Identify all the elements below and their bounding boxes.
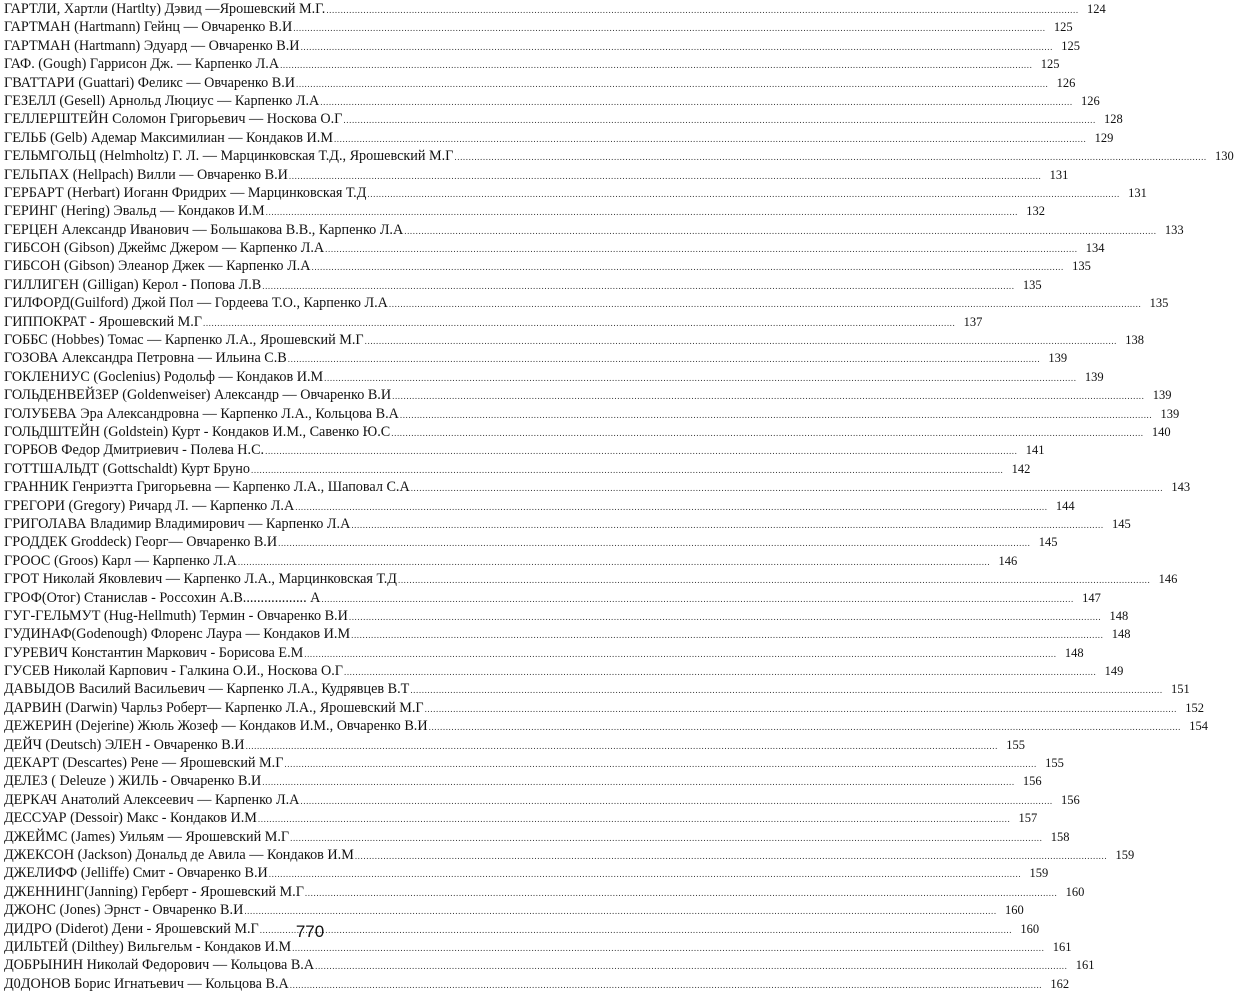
toc-entry-title: ГИППОКРАТ - Ярошевский М.Г xyxy=(4,313,202,330)
dot-leader xyxy=(429,718,1181,736)
toc-entry-page: 152 xyxy=(1185,700,1204,715)
toc-entry-page: 138 xyxy=(1125,333,1145,348)
dot-leader xyxy=(296,75,1048,93)
toc-entry-title: ДОБРЫНИН Николай Федорович — Кольцова В.А xyxy=(4,957,315,974)
toc-entry-title: ГРОДДЕК Groddeck) Георг— Овчаренко В.И xyxy=(4,534,278,551)
toc-entry-page: 158 xyxy=(1050,829,1070,844)
dot-leader xyxy=(305,884,1057,902)
toc-entry xyxy=(4,791,1080,809)
dot-leader xyxy=(398,571,1150,589)
toc-entry-page: 131 xyxy=(1049,167,1069,182)
dot-leader xyxy=(324,369,1076,387)
toc-entry-page: 155 xyxy=(1045,756,1064,771)
toc-entry-page: 161 xyxy=(1075,958,1095,973)
toc-entry xyxy=(4,607,1129,625)
toc-entry-title: ГЕРБАРТ (Herbart) Иоганн Фридрих — Марцинковская Т.Д xyxy=(4,184,367,201)
toc-entry-title: ГОРБОВ Федор Дмитриевич - Полева Н.С. xyxy=(4,442,265,459)
toc-entry-title: ГЕЛЛЕРШТЕЙН Соломон Григорьевич — Носкова О.Г xyxy=(4,111,343,128)
toc-entry-title: ДЕССУАР (Dessoir) Макс - Кондаков И.М xyxy=(4,810,257,827)
toc-entry xyxy=(4,110,1123,128)
toc-entry-page: 154 xyxy=(1189,719,1208,734)
toc-entry-title: ДЖЕЛИФФ (Jelliffe) Смит - Овчаренко В.И xyxy=(4,865,268,882)
toc-entry xyxy=(4,478,1191,496)
toc-entry-page: 133 xyxy=(1164,222,1184,237)
toc-entry-page: 156 xyxy=(1061,792,1080,807)
dot-leader xyxy=(365,332,1117,350)
dot-leader xyxy=(315,957,1067,975)
toc-entry-page: 161 xyxy=(1052,939,1072,954)
toc-entry xyxy=(4,166,1069,184)
toc-entry-title: ДЖЕННИНГ(Janning) Герберт - Ярошевский М.Г xyxy=(4,883,304,900)
toc-entry-page: 139 xyxy=(1160,406,1180,421)
toc-entry xyxy=(4,202,1046,220)
toc-entry xyxy=(4,699,1204,717)
toc-entry-title: ДЖЕКСОН (Jackson) Дональд де Авила — Кондаков И.М xyxy=(4,846,354,863)
toc-entry-page: 135 xyxy=(1149,296,1169,311)
toc-entry-title: ГЕЛЬБ (Gelb) Адемар Максимилиан — Кондаков И.М xyxy=(4,129,333,146)
dot-leader xyxy=(244,902,996,920)
toc-entry xyxy=(4,129,1114,147)
toc-entry-page: 141 xyxy=(1025,443,1045,458)
toc-entry-title: ГУСЕВ Николай Карпович - Галкина О.И., Носкова О.Г xyxy=(4,663,343,680)
toc-entry xyxy=(4,460,1031,478)
dot-leader xyxy=(400,406,1152,424)
toc-entry xyxy=(4,975,1070,993)
dot-leader xyxy=(334,130,1086,148)
dot-leader xyxy=(265,442,1017,460)
dot-leader xyxy=(344,663,1096,681)
dot-leader xyxy=(288,350,1040,368)
dot-leader xyxy=(454,148,1206,166)
toc-entry-page: 146 xyxy=(998,553,1018,568)
dot-leader xyxy=(304,645,1056,663)
toc-entry-page: 125 xyxy=(1040,57,1060,72)
toc-entry xyxy=(4,515,1131,533)
toc-entry-page: 137 xyxy=(963,314,983,329)
toc-entry xyxy=(4,55,1060,73)
toc-entry-page: 145 xyxy=(1111,516,1131,531)
toc-entry xyxy=(4,717,1208,735)
toc-entry-title: ГРОФ(Отог) Станислав - Россохин А.В.................. А xyxy=(4,589,321,606)
toc-entry-page: 129 xyxy=(1094,130,1114,145)
toc-entry xyxy=(4,736,1025,754)
dot-leader xyxy=(404,222,1156,240)
toc-entry xyxy=(4,533,1058,551)
dot-leader xyxy=(389,295,1141,313)
toc-entry-title: Д0ДОНОВ Борис Игнатьевич — Кольцова В.А xyxy=(4,975,289,992)
toc-entry-title: ДЕЙЧ (Deutsch) ЭЛЕН - Овчаренко В.И xyxy=(4,736,245,753)
dot-leader xyxy=(246,737,998,755)
toc-entry-title: ГОББС (Hobbes) Томас — Карпенко Л.А., Ярошевский М.Г xyxy=(4,332,364,349)
toc-entry-page: 139 xyxy=(1084,369,1104,384)
toc-entry xyxy=(4,386,1172,404)
toc-entry-title: ГУДИНАФ(Godenough) Флоренс Лаура — Кондаков И.М xyxy=(4,626,351,643)
toc-entry-title: ГРОТ Николай Яковлевич — Карпенко Л.А., Марцинковская Т.Д xyxy=(4,571,397,588)
toc-entry-page: 131 xyxy=(1128,185,1147,200)
toc-entry-page: 135 xyxy=(1072,259,1091,274)
dot-leader xyxy=(290,829,1042,847)
toc-entry-title: ГИЛФОРД(Guilford) Джой Пол — Гордеева Т.О., Карпенко Л.А xyxy=(4,295,388,312)
toc-entry-page: 130 xyxy=(1215,149,1234,164)
toc-entry xyxy=(4,405,1180,423)
toc-entry-title: ДЖОНС (Jones) Эрнст - Овчаренко В.И xyxy=(4,902,244,919)
toc-entry xyxy=(4,846,1135,864)
dot-leader xyxy=(280,56,1032,74)
toc-entry-title: ГИБСОН (Gibson) Джеймс Джером — Карпенко Л.А xyxy=(4,240,325,257)
toc-entry-title: ГОЛЬДШТЕЙН (Goldstein) Курт - Кондаков И.М., Савенко Ю.С xyxy=(4,423,391,440)
toc-entry-page: 148 xyxy=(1111,627,1131,642)
toc-entry-title: ДЕЖЕРИН (Dejerine) Жюль Жозеф — Кондаков И.М., Овчаренко В.И xyxy=(4,718,428,735)
dot-leader xyxy=(262,773,1014,791)
toc-entry-title: ДИЛЬТЕЙ (Dilthey) Вильгельм - Кондаков И.М xyxy=(4,938,292,955)
toc-entry-page: 162 xyxy=(1050,976,1070,991)
page-number: 770 xyxy=(295,922,325,941)
toc-entry-page: 147 xyxy=(1082,590,1101,605)
toc-entry xyxy=(4,662,1124,680)
toc-entry-page: 124 xyxy=(1086,2,1106,16)
dot-leader xyxy=(410,681,1162,699)
dot-leader xyxy=(325,240,1077,258)
toc-entry-page: 159 xyxy=(1029,866,1049,881)
toc-entry-page: 142 xyxy=(1011,461,1031,476)
dot-leader xyxy=(392,387,1144,405)
toc-entry-page: 135 xyxy=(1022,277,1042,292)
toc-entry-page: 143 xyxy=(1171,480,1191,495)
dot-leader xyxy=(290,976,1042,994)
dot-leader xyxy=(269,865,1021,883)
toc-entry xyxy=(4,497,1075,515)
dot-leader xyxy=(203,314,955,332)
toc-entry-title: ГВАТТАРИ (Guattari) Феликс — Овчаренко В.И xyxy=(4,74,295,91)
toc-entry xyxy=(4,331,1145,349)
toc-entry-page: 151 xyxy=(1170,682,1190,697)
toc-entry-page: 148 xyxy=(1109,608,1129,623)
dot-leader xyxy=(266,203,1018,221)
toc-entry xyxy=(4,864,1049,882)
toc-entry xyxy=(4,74,1076,92)
toc-entry-title: ГОЛУБЕВА Эра Александровна — Карпенко Л.А., Кольцова В.А xyxy=(4,405,399,422)
toc-entry-title: ГЕРИНГ (Hering) Эвальд — Кондаков И.М xyxy=(4,203,265,220)
toc-entry xyxy=(4,423,1171,441)
toc-entry-page: 139 xyxy=(1152,388,1172,403)
toc-entry xyxy=(4,680,1190,698)
toc-entry-page: 134 xyxy=(1085,241,1105,256)
toc-entry-page: 160 xyxy=(1020,921,1040,936)
dot-leader xyxy=(258,810,1010,828)
toc-entry-page: 125 xyxy=(1053,20,1073,35)
toc-entry-title: ГЕРЦЕН Александр Иванович — Большакова В.В., Карпенко Л.А xyxy=(4,221,404,238)
toc-entry-title: ГРООС (Groos) Карл — Карпенко Л.А xyxy=(4,552,237,569)
toc-entry xyxy=(4,772,1042,790)
toc-entry-page: 140 xyxy=(1151,424,1171,439)
dot-leader xyxy=(349,608,1101,626)
toc-entry xyxy=(4,221,1184,239)
dot-leader xyxy=(311,258,1063,276)
toc-entry xyxy=(4,0,1106,18)
toc-entry-page: 146 xyxy=(1158,572,1178,587)
dot-leader xyxy=(251,461,1003,479)
dot-leader xyxy=(351,516,1103,534)
toc-entry-title: ДАРВИН (Darwin) Чарльз Роберт— Карпенко Л.А., Ярошевский М.Г xyxy=(4,699,424,716)
toc-entry-page: 157 xyxy=(1018,811,1038,826)
toc-entry-page: 125 xyxy=(1061,38,1080,53)
toc-entry-page: 155 xyxy=(1006,737,1025,752)
toc-entry xyxy=(4,239,1105,257)
toc-entry xyxy=(4,276,1042,294)
dot-leader xyxy=(343,111,1095,129)
toc-entry-title: ГУГ-ГЕЛЬМУТ (Hug-Hellmuth) Термин - Овчаренко В.И xyxy=(4,607,348,624)
dot-leader xyxy=(411,479,1163,497)
toc-entry-title: ДИДРО (Diderot) Дени - Ярошевский М.Г xyxy=(4,920,259,937)
toc-entry-page: 126 xyxy=(1056,75,1076,90)
toc-entry-title: ДЕЛЕЗ ( Deleuze ) ЖИЛЬ - Овчаренко В.И xyxy=(4,773,262,790)
toc-entry xyxy=(4,368,1104,386)
dot-leader xyxy=(301,38,1053,56)
dot-leader xyxy=(295,498,1047,516)
toc-entry xyxy=(4,349,1068,367)
toc-entry xyxy=(4,18,1073,36)
dot-leader xyxy=(321,590,1073,608)
dot-leader xyxy=(320,93,1072,111)
toc-entry xyxy=(4,257,1091,275)
toc-entry xyxy=(4,644,1084,662)
toc-entry-page: 139 xyxy=(1048,351,1068,366)
dot-leader xyxy=(293,19,1045,37)
toc-entry-page: 132 xyxy=(1026,204,1046,219)
dot-leader xyxy=(351,626,1103,644)
dot-leader xyxy=(278,534,1030,552)
toc-entry-title: ГЕЛЬМГОЛЬЦ (Helmholtz) Г. Л. — Марцинковская Т.Д., Ярошевский М.Г xyxy=(4,148,454,165)
dot-leader xyxy=(391,424,1143,442)
toc-entry xyxy=(4,570,1178,588)
toc-entry-title: ГОЗОВА Александра Петровна — Ильина С.В xyxy=(4,350,287,367)
toc-entry xyxy=(4,589,1101,607)
toc-entry-title: ГАРТЛИ, Хартли (Hartlty) Дэвид —Ярошевский М.Г. xyxy=(4,1,326,17)
toc-entry-title: ДАВЫДОВ Василий Васильевич — Карпенко Л.А., Кудрявцев В.Т xyxy=(4,681,410,698)
toc-entry-title: ГРАННИК Генриэтта Григорьевна — Карпенко Л.А., Шаповал С.А xyxy=(4,479,410,496)
toc-entry xyxy=(4,552,1018,570)
toc-entry-page: 148 xyxy=(1064,645,1084,660)
dot-leader xyxy=(262,277,1014,295)
toc-entry-title: ГОЛЬДЕНВЕЙЗЕР (Goldenweiser) Александр — Овчаренко В.И xyxy=(4,387,392,404)
toc-entry xyxy=(4,313,983,331)
toc-entry xyxy=(4,92,1100,110)
toc-entry-page: 144 xyxy=(1055,498,1075,513)
toc-entry xyxy=(4,294,1169,312)
toc-entry xyxy=(4,901,1024,919)
toc-entry xyxy=(4,441,1045,459)
dot-leader xyxy=(289,167,1041,185)
toc-entry-title: ГЕЗЕЛЛ (Gesell) Арнольд Люциус — Карпенко Л.А xyxy=(4,92,320,109)
toc-entry-title: ГЕЛЬПАХ (Hellpach) Вилли — Овчаренко В.И xyxy=(4,166,288,183)
toc-entry-page: 145 xyxy=(1038,535,1058,550)
toc-entry-page: 149 xyxy=(1104,664,1124,679)
toc-entry-page: 156 xyxy=(1022,774,1042,789)
toc-entry xyxy=(4,956,1095,974)
toc-entry-page: 128 xyxy=(1104,112,1123,127)
toc-entry-title: ДЕРКАЧ Анатолий Алексеевич — Карпенко Л.А xyxy=(4,791,300,808)
dot-leader xyxy=(355,847,1107,865)
toc-entry-page: 126 xyxy=(1080,93,1100,108)
toc-entry xyxy=(4,754,1064,772)
dot-leader xyxy=(300,792,1052,810)
toc-entry xyxy=(4,184,1147,202)
toc-entry-title: ГАФ. (Gough) Гаррисон Дж. — Карпенко Л.А xyxy=(4,56,280,73)
toc-entry xyxy=(4,625,1131,643)
toc-entry-page: 159 xyxy=(1115,847,1135,862)
toc-entry-page: 160 xyxy=(1004,903,1024,918)
toc-entry xyxy=(4,828,1070,846)
toc-entry-page: 160 xyxy=(1065,884,1085,899)
toc-entry xyxy=(4,147,1234,165)
toc-entry-title: ГИЛЛИГЕН (Gilligan) Керол - Попова Л.В xyxy=(4,276,262,293)
toc-entry-title: ГРИГОЛАВА Владимир Владимирович — Карпенко Л.А xyxy=(4,515,351,532)
toc-entry-title: ГИБСОН (Gibson) Элеанор Джек — Карпенко Л.А xyxy=(4,258,311,275)
toc-entry-title: ГРЕГОРИ (Gregory) Ричард Л. — Карпенко Л.А xyxy=(4,497,295,514)
toc-entry-title: ДЖЕЙМС (James) Уильям — Ярошевский М.Г xyxy=(4,828,290,845)
toc-entry-title: ГУРЕВИЧ Константин Маркович - Борисова Е.М xyxy=(4,644,304,661)
dot-leader xyxy=(238,553,990,571)
dot-leader xyxy=(326,1,1078,19)
toc-entry-title: ГОКЛЕНИУС (Goclenius) Родольф — Кондаков И.М xyxy=(4,368,324,385)
toc-entry xyxy=(4,37,1080,55)
dot-leader xyxy=(284,755,1036,773)
toc-entry xyxy=(4,809,1038,827)
toc-entry-title: ДЕКАРТ (Descartes) Рене — Ярошевский М.Г xyxy=(4,755,284,772)
toc-entry-title: ГОТТШАЛЬДТ (Gottschaldt) Курт Бруно xyxy=(4,460,250,477)
toc-entry-title: ГАРТМАН (Hartmann) Эдуард — Овчаренко В.И xyxy=(4,37,300,54)
dot-leader xyxy=(425,700,1177,718)
toc-entry-title: ГАРТМАН (Hartmann) Гейнц — Овчаренко В.И xyxy=(4,19,293,36)
toc-entry xyxy=(4,883,1085,901)
dot-leader xyxy=(367,185,1119,203)
contents-list xyxy=(4,0,1234,993)
